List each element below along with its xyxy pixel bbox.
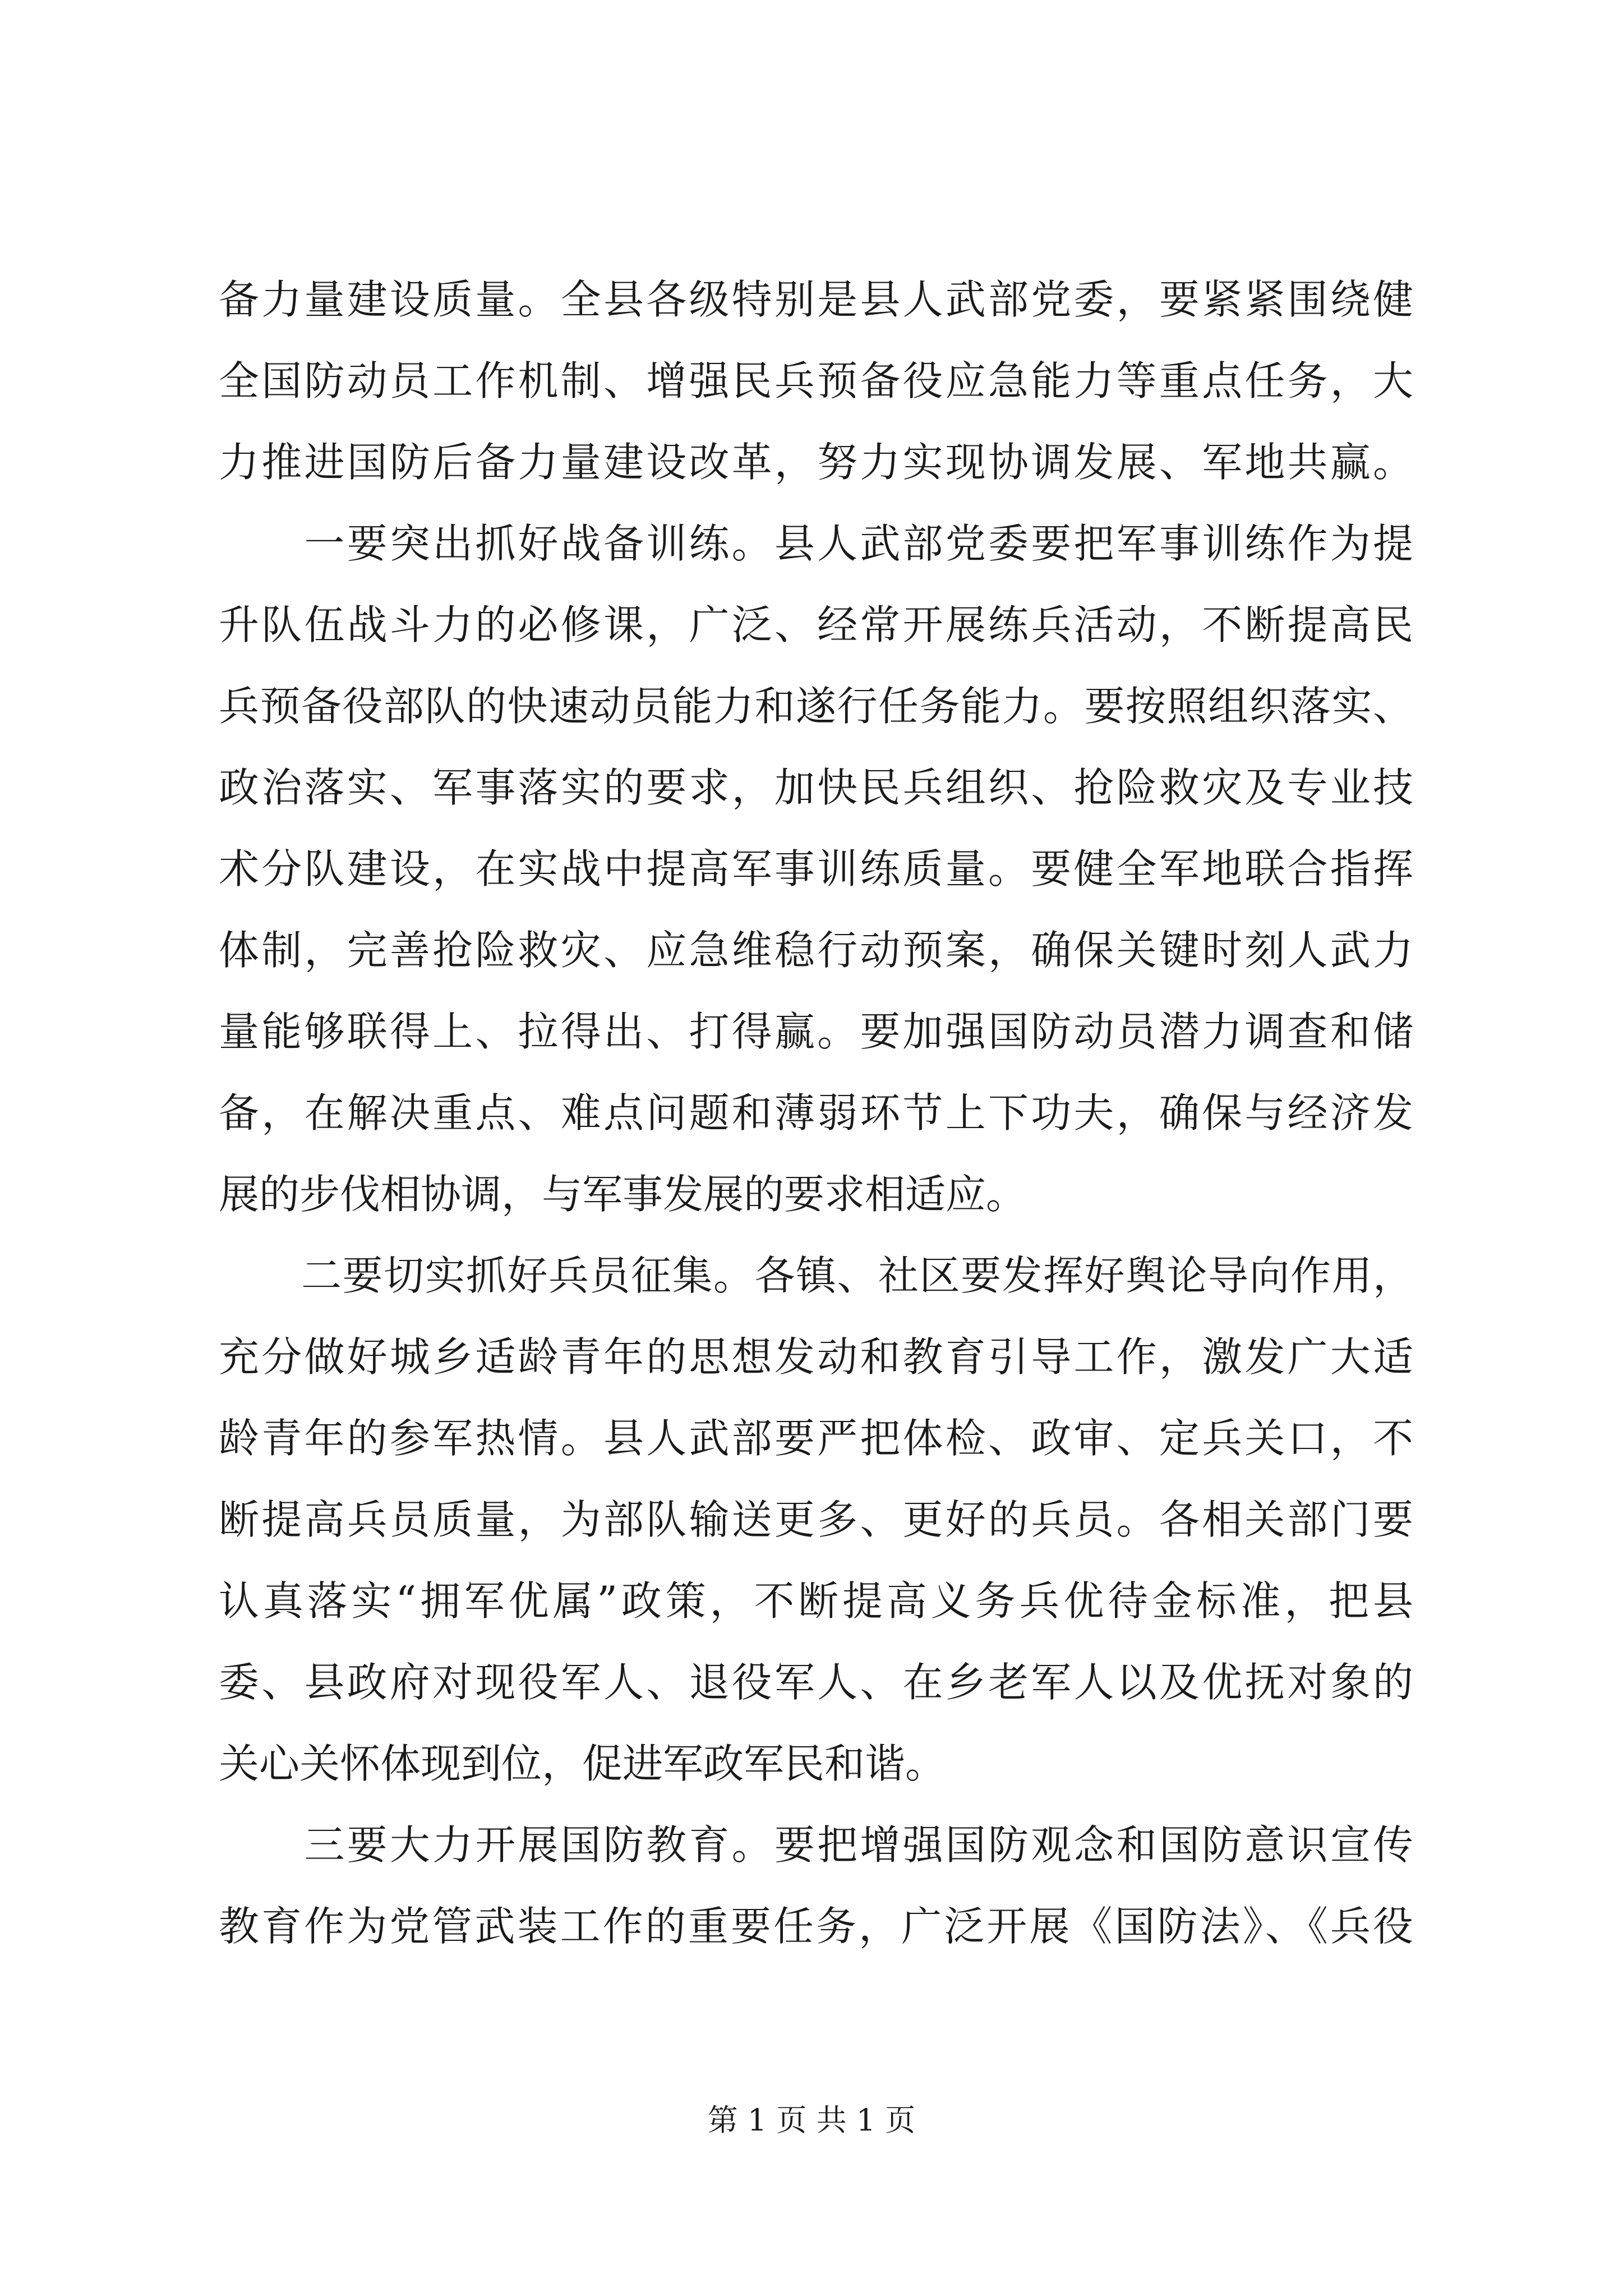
page-footer: 第 1 页 共 1 页 <box>707 2102 916 2138</box>
body-text-line: 一要突出抓好战备训练。县人武部党委要把军事训练作为提 <box>219 520 1413 567</box>
body-text-line: 展的步伐相协调，与军事发展的要求相适应。 <box>219 1171 1027 1218</box>
body-text-line: 三要大力开展国防教育。要把增强国防观念和国防意识宣传 <box>219 1821 1413 1869</box>
body-text-line: 量能够联得上、拉得出、打得赢。要加强国防动员潜力调查和储 <box>219 1008 1413 1055</box>
body-text-line: 龄青年的参军热情。县人武部要严把体检、政审、定兵关口，不 <box>219 1415 1413 1462</box>
body-text-line: 政治落实、军事落实的要求，加快民兵组织、抢险救灾及专业技 <box>219 764 1413 811</box>
body-text-line: 二要切实抓好兵员征集。各镇、社区要发挥好舆论导向作用， <box>219 1252 1413 1299</box>
body-text-line: 断提高兵员质量，为部队输送更多、更好的兵员。各相关部门要 <box>219 1496 1413 1543</box>
body-text-line: 备力量建设质量。全县各级特别是县人武部党委，要紧紧围绕健 <box>219 276 1413 323</box>
body-text-line: 兵预备役部队的快速动员能力和遂行任务能力。要按照组织落实、 <box>219 683 1413 730</box>
body-text-line: 备，在解决重点、难点问题和薄弱环节上下功夫，确保与经济发 <box>219 1089 1413 1137</box>
body-text-line: 教育作为党管武装工作的重要任务，广泛开展《国防法》、《兵役 <box>219 1903 1413 1950</box>
body-text-line: 充分做好城乡适龄青年的思想发动和教育引导工作，激发广大适 <box>219 1333 1413 1381</box>
body-text-line: 升队伍战斗力的必修课，广泛、经常开展练兵活动，不断提高民 <box>219 601 1413 648</box>
body-text-line: 关心关怀体现到位，促进军政军民和谐。 <box>219 1740 946 1787</box>
body-text-line: 全国防动员工作机制、增强民兵预备役应急能力等重点任务，大 <box>219 357 1413 404</box>
body-text-line: 认真落实“拥军优属”政策，不断提高义务兵优待金标准，把县 <box>219 1577 1413 1625</box>
body-text-line: 体制，完善抢险救灾、应急维稳行动预案，确保关键时刻人武力 <box>219 927 1413 974</box>
body-text-line: 术分队建设，在实战中提高军事训练质量。要健全军地联合指挥 <box>219 845 1413 892</box>
document-body <box>219 259 1413 1967</box>
body-text-line: 力推进国防后备力量建设改革，努力实现协调发展、军地共赢。 <box>219 439 1413 486</box>
body-text-line: 委、县政府对现役军人、退役军人、在乡老军人以及优抚对象的 <box>219 1659 1413 1706</box>
